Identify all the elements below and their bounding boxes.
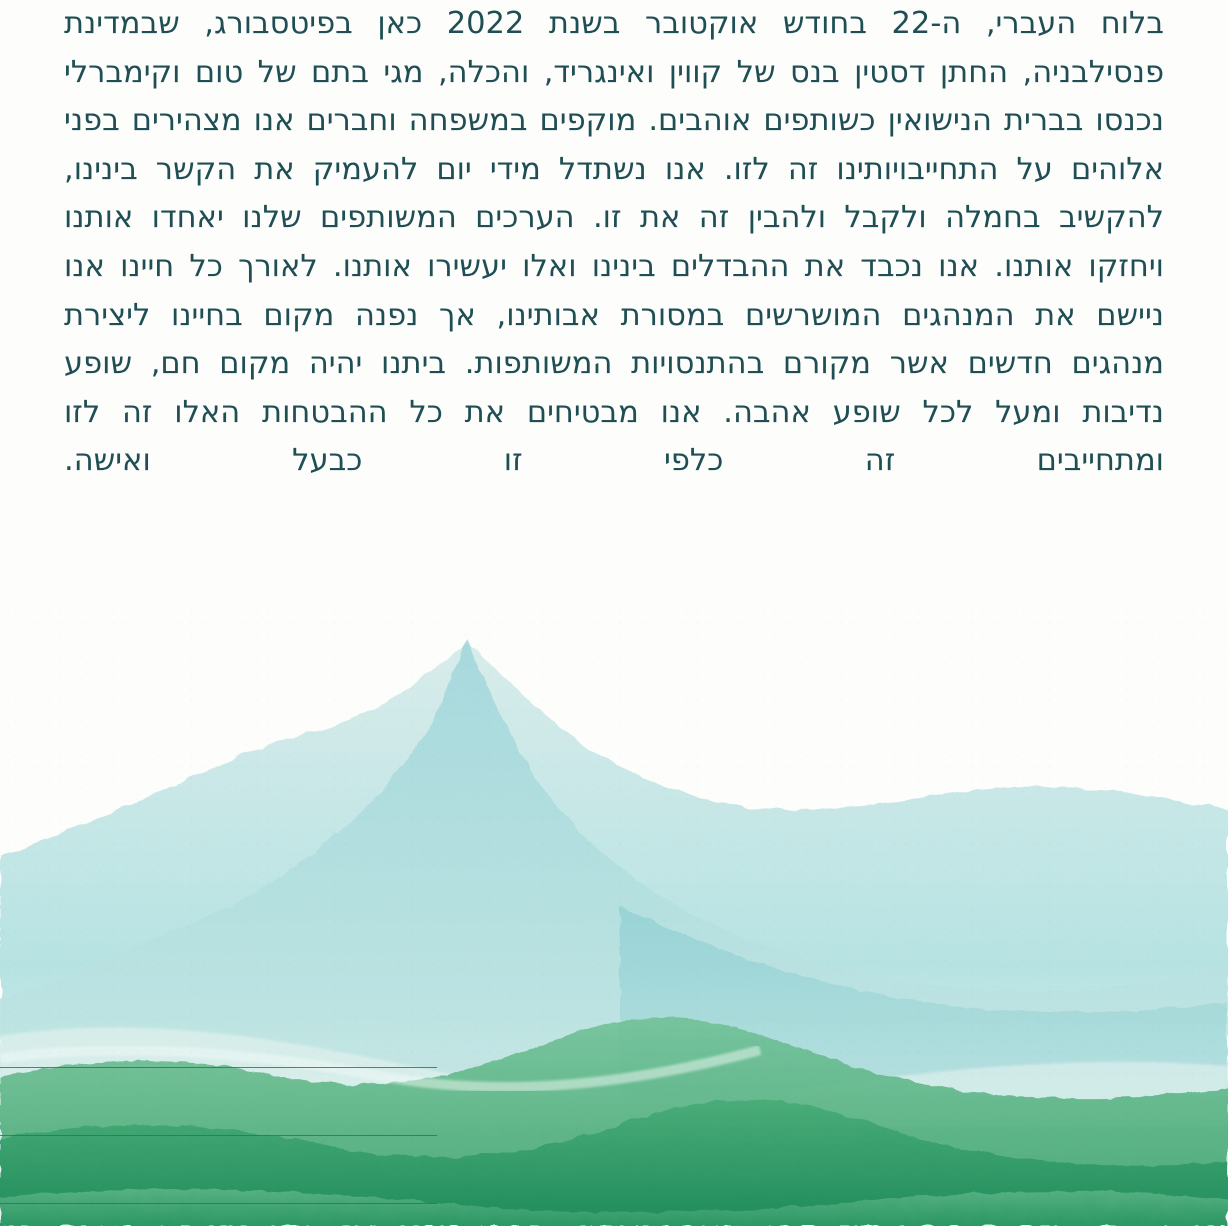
signature-line-1[interactable] <box>0 1067 437 1068</box>
signature-lines-group <box>0 1006 1228 1226</box>
signature-line-3[interactable] <box>0 1203 437 1204</box>
signature-line-2[interactable] <box>0 1135 437 1136</box>
ketubah-body-text: בלוח העברי, ה-22 בחודש אוקטובר בשנת 2022 כאן בפיטסבורג, שבמדינת פנסילבניה, החתן דסטין בנס של קווין ואינגריד, והכלה, מגי בתם של טום וקימברלי נכנסו בברית הנישואין כשותפים אוהבים. מוקפים במשפחה וחברים אנו מצהירים בפני אלוהים על התחייבויותינו זה לזו. אנו נשתדל מידי יום להעמיק את הקשר בינינו, להקשיב בחמלה ולקבל ולהבין זה את זו. הערכים המשותפים שלנו יאחדו אותנו ויחזקו אותנו. אנו נכבד את ההבדלים בינינו ואלו יעשירו אותנו. לאורך כל חיינו אנו ניישם את המנהגים המושרשים במסורת אבותינו, אך נפנה מקום בחיינו ליצירת מנהגים חדשים אשר מקורם בהתנסויות המשותפות. ביתנו יהיה מקום חם, שופע נדיבות ומעל לכל שופע אהבה. אנו מבטיחים את כל ההבטחות האלו זה לזו ומתחייבים זה כלפי זו כבעל ואישה. <box>64 6 1164 479</box>
